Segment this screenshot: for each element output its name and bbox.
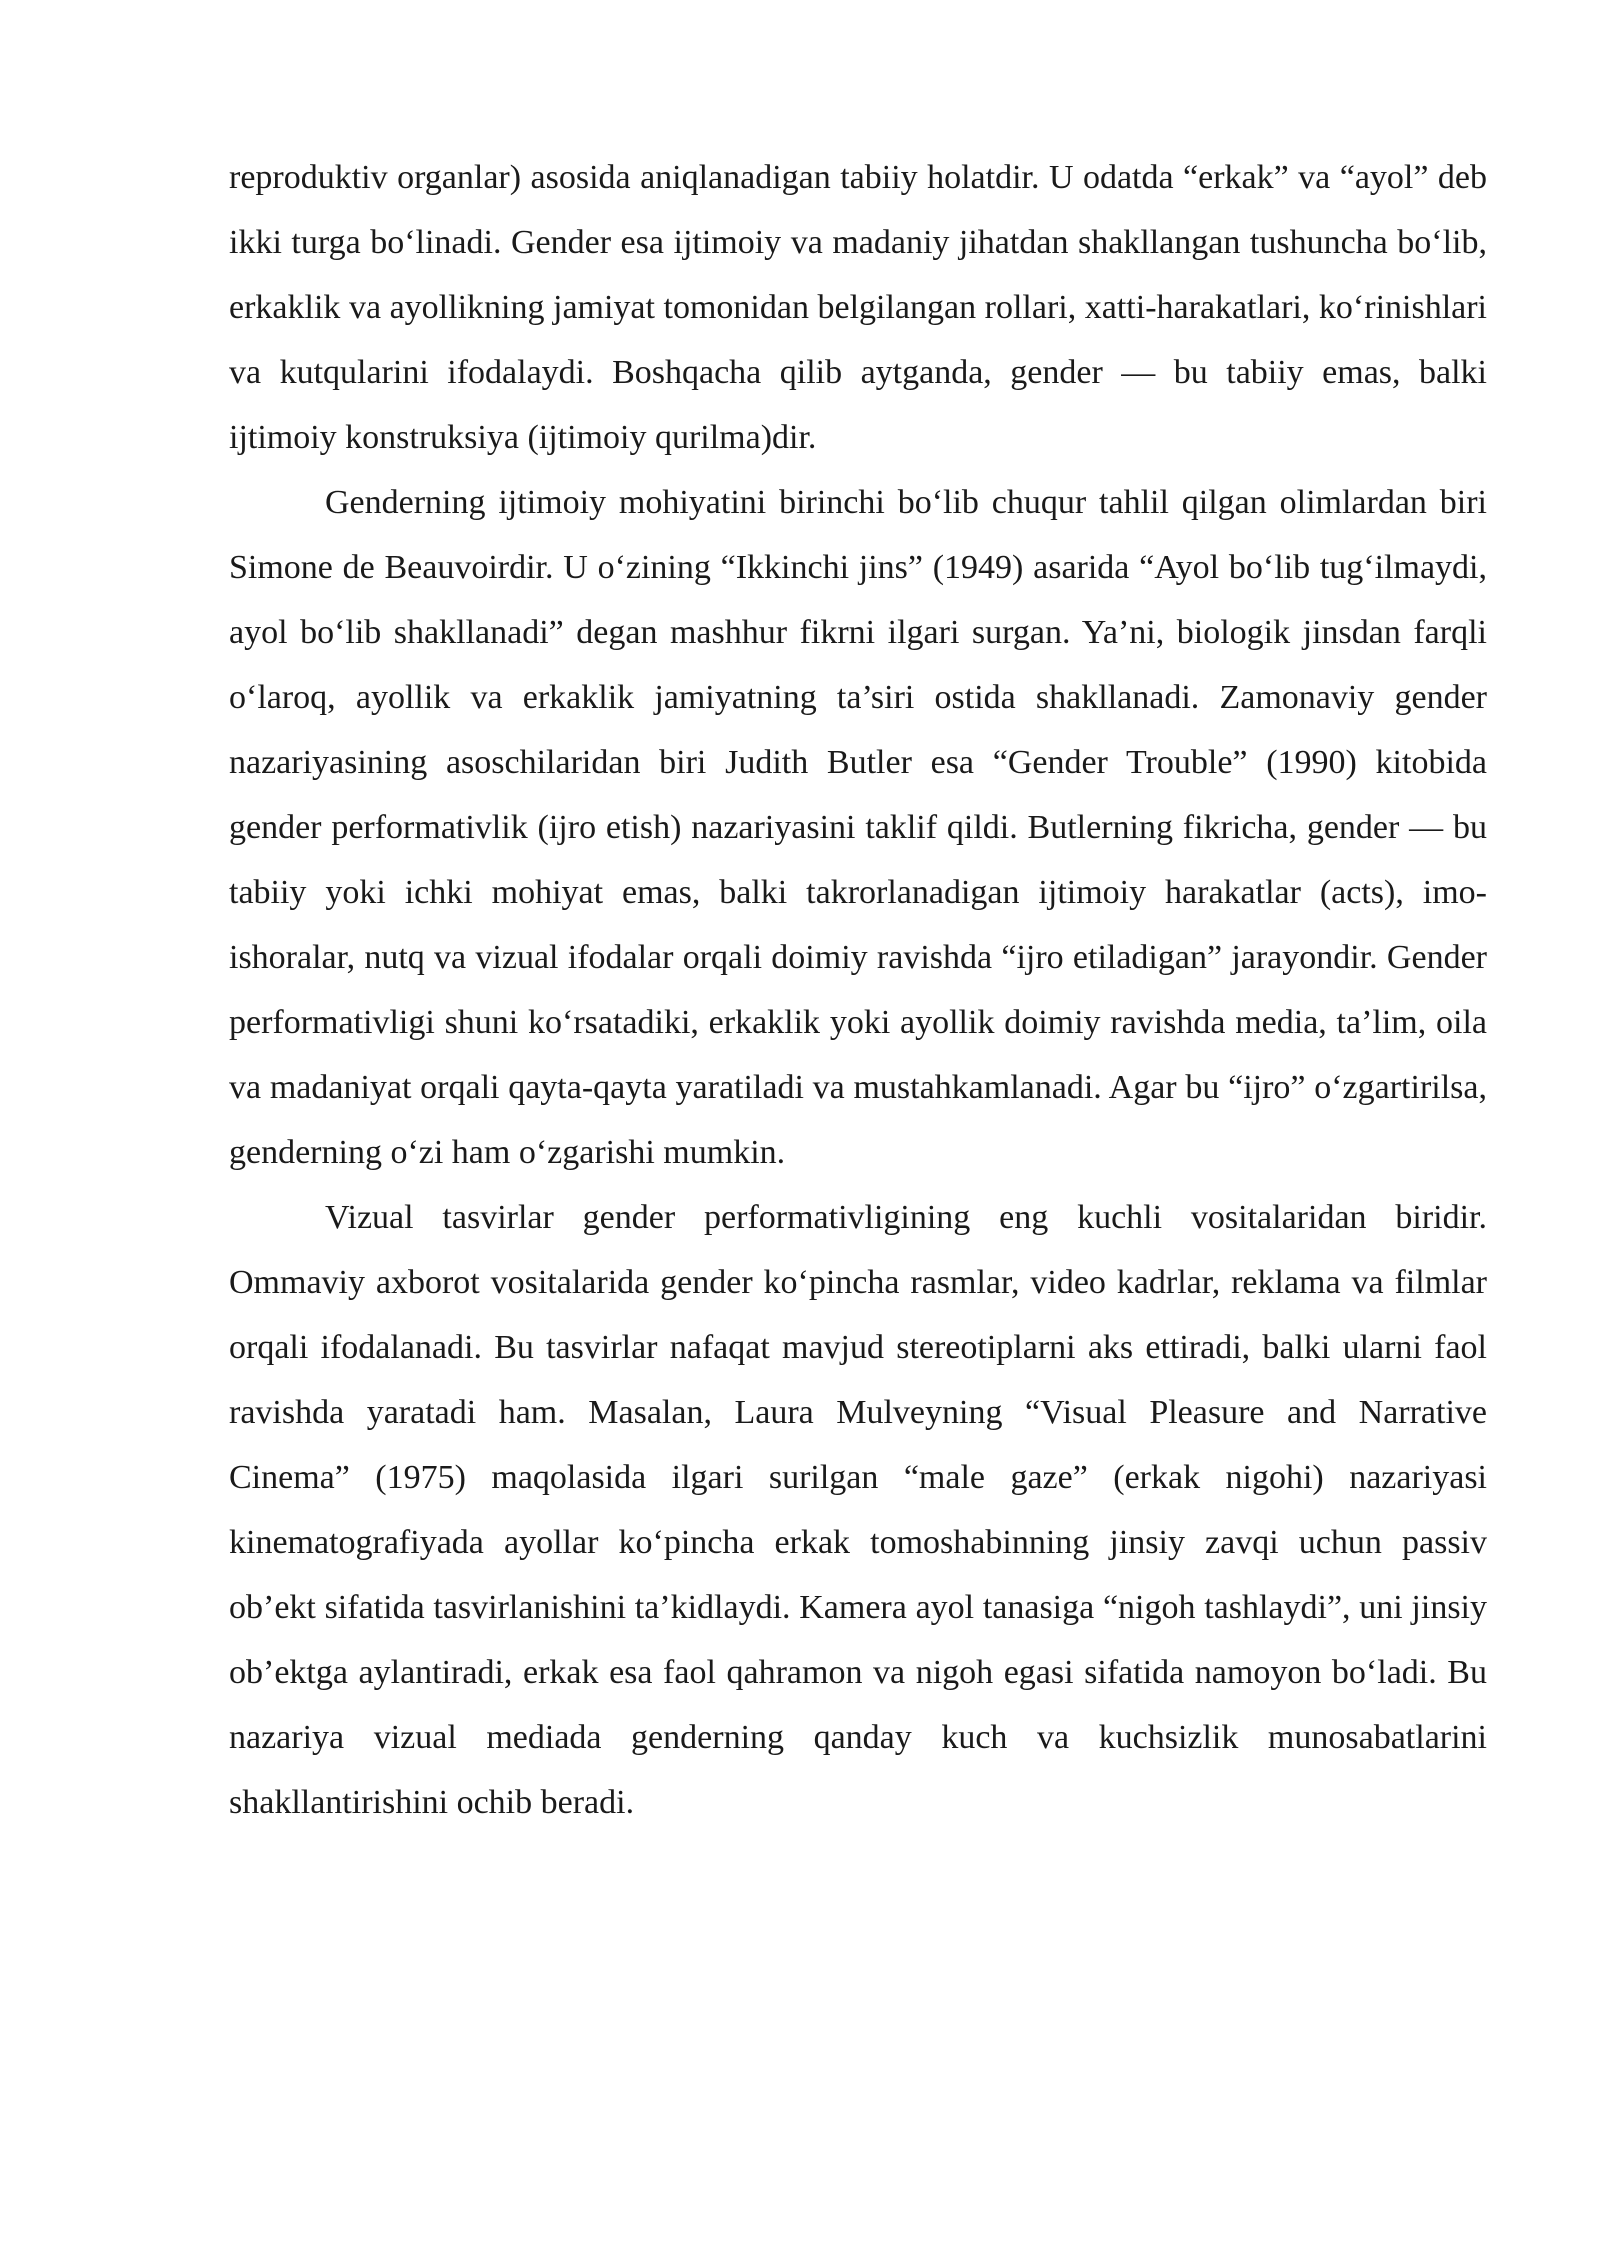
- paragraph-visual-media: Vizual tasvirlar gender performativligining eng kuchli vositalaridan biridir. Ommaviy axborot vositalarida gender ko‘pincha rasmlar, video kadrlar, reklama va filmlar orqali ifodalanadi. Bu tasvirlar nafaqat mavjud stereotiplarni aks ettiradi, balki ularni faol ravishda yaratadi ham. Masalan, Laura Mulveyning “Visual Pleasure and Narrative Cinema” (1975) maqolasida ilgari surilgan “male gaze” (erkak nigohi) nazariyasi kinematografiyada ayollar ko‘pincha erkak tomoshabinning jinsiy zavqi uchun passiv ob’ekt sifatida tasvirlanishini ta’kidlaydi. Kamera ayol tanasiga “nigoh tashlaydi”, uni jinsiy ob’ektga aylantiradi, erkak esa faol qahramon va nigoh egasi sifatida namoyon bo‘ladi. Bu nazariya vizual mediada genderning qanday kuch va kuchsizlik munosabatlarini shakllantirishini ochib beradi.: [229, 1199, 1487, 1821]
- paragraph-beauvoir-butler: Genderning ijtimoiy mohiyatini birinchi bo‘lib chuqur tahlil qilgan olimlardan biri Simone de Beauvoirdir. U o‘zining “Ikkinchi jins” (1949) asarida “Ayol bo‘lib tug‘ilmaydi, ayol bo‘lib shakllanadi” degan mashhur fikrni ilgari surgan. Ya’ni, biologik jinsdan farqli o‘laroq, ayollik va erkaklik jamiyatning ta’siri ostida shakllanadi. Zamonaviy gender nazariyasining asoschilaridan biri Judith Butler esa “Gender Trouble” (1990) kitobida gender performativlik (ijro etish) nazariyasini taklif qildi. Butlerning fikricha, gender — bu tabiiy yoki ichki mohiyat emas, balki takrorlanadigan ijtimoiy harakatlar (acts), imo-ishoralar, nutq va vizual ifodalar orqali doimiy ravishda “ijro etiladigan” jarayondir. Gender performativligi shuni ko‘rsatadiki, erkaklik yoki ayollik doimiy ravishda media, ta’lim, oila va madaniyat orqali qayta-qayta yaratiladi va mustahkamlanadi. Agar bu “ijro” o‘zgartirilsa, genderning o‘zi ham o‘zgarishi mumkin.: [229, 484, 1487, 1171]
- body-text: [229, 145, 1487, 1835]
- paragraph-continued: reproduktiv organlar) asosida aniqlanadigan tabiiy holatdir. U odatda “erkak” va “ayol” deb ikki turga bo‘linadi. Gender esa ijtimoiy va madaniy jihatdan shakllangan tushuncha bo‘lib, erkaklik va ayollikning jamiyat tomonidan belgilangan rollari, xatti-harakatlari, ko‘rinishlari va kutqularini ifodalaydi. Boshqacha qilib aytganda, gender — bu tabiiy emas, balki ijtimoiy konstruksiya (ijtimoiy qurilma)dir.: [229, 159, 1487, 456]
